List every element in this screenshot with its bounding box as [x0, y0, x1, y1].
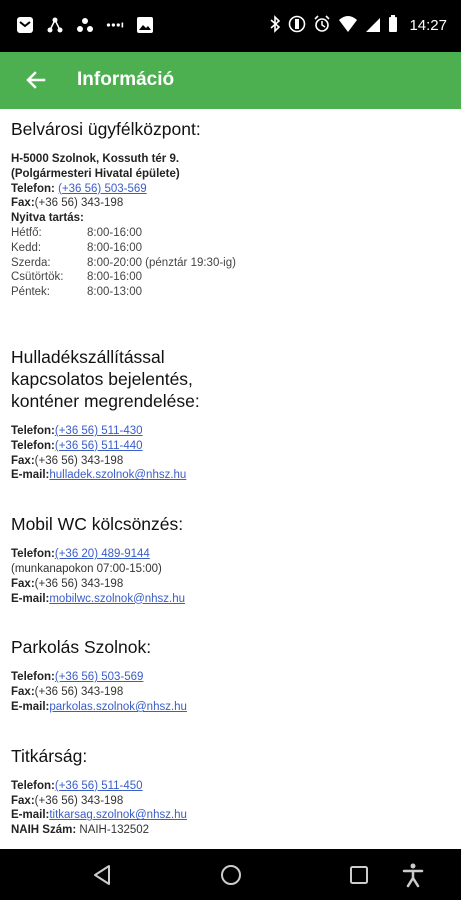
- phone-label: Telefon:: [11, 182, 55, 195]
- email-link[interactable]: parkolas.szolnok@nhsz.hu: [49, 700, 187, 713]
- section-hulladek: [11, 346, 451, 483]
- section-mobil-wc: [11, 513, 451, 606]
- fax-label: Fax:: [11, 794, 35, 807]
- email-label: E-mail:: [11, 592, 50, 605]
- signal-icon: [365, 15, 381, 36]
- fax-label: Fax:: [11, 197, 35, 210]
- phone-link[interactable]: (+36 56) 503-569: [54, 671, 144, 684]
- hours-day: Hétfő:: [11, 226, 42, 239]
- section-parkolas: [11, 636, 451, 714]
- section-title: Hulladékszállítással kapcsolatos bejelentés, konténer megrendelése:: [11, 346, 200, 411]
- phone-link[interactable]: (+36 56) 503-569: [58, 182, 147, 195]
- page-title: Információ: [77, 69, 175, 90]
- hours-day: Szerda:: [11, 256, 51, 269]
- email-label: E-mail:: [11, 700, 50, 713]
- navigation-bar: [0, 849, 461, 900]
- hours-time: 8:00-16:00: [87, 226, 142, 239]
- battery-icon: [388, 15, 398, 36]
- fax-value: (+36 56) 343-198: [34, 577, 124, 590]
- fax-label: Fax:: [11, 686, 35, 699]
- phone-label: Telefon:: [11, 548, 55, 561]
- hours-day: Csütörtök:: [11, 271, 64, 284]
- section-title: Titkárság:: [11, 745, 88, 766]
- phone-link[interactable]: (+36 56) 511-450: [54, 779, 143, 792]
- clock-time: 14:27: [409, 17, 447, 34]
- share-icon: [76, 16, 94, 34]
- network-icon: [46, 16, 64, 34]
- hours-time: 8:00-16:00: [87, 241, 142, 254]
- email-label: E-mail:: [11, 809, 50, 822]
- email-link[interactable]: mobilwc.szolnok@nhsz.hu: [49, 592, 186, 605]
- fax-value: (+36 56) 343-198: [34, 686, 124, 699]
- address-line: H-5000 Szolnok, Kossuth tér 9.: [11, 153, 180, 165]
- phone-label: Telefon:: [11, 439, 55, 452]
- hours-time: 8:00-16:00: [87, 271, 142, 284]
- address-note: (Polgármesteri Hivatal épülete): [11, 167, 180, 180]
- alarm-icon: [313, 15, 331, 36]
- section-title: Mobil WC kölcsönzés:: [11, 514, 184, 535]
- notification-icons: [16, 16, 154, 34]
- bluetooth-icon: [269, 15, 281, 36]
- section-titkarsag: [11, 745, 451, 838]
- phone-link[interactable]: (+36 56) 511-440: [54, 439, 143, 452]
- section-title: Parkolás Szolnok:: [11, 637, 152, 658]
- email-link[interactable]: hulladek.szolnok@nhsz.hu: [49, 469, 187, 482]
- image-icon: [136, 16, 154, 34]
- back-nav-icon[interactable]: [89, 861, 117, 889]
- naih-label: NAIH Szám:: [11, 824, 77, 837]
- wifi-icon: [338, 15, 358, 36]
- accessibility-icon[interactable]: [399, 861, 427, 889]
- phone-label: Telefon:: [11, 779, 55, 792]
- fax-value: (+36 56) 343-198: [34, 454, 124, 467]
- app-bar: [0, 52, 461, 109]
- back-arrow-icon[interactable]: [22, 66, 50, 94]
- phone-link[interactable]: (+36 20) 489-9144: [54, 548, 150, 561]
- phone-link[interactable]: (+36 56) 511-430: [54, 424, 143, 437]
- section-title: Belvárosi ügyfélközpont:: [11, 119, 201, 139]
- status-bar: [0, 0, 461, 52]
- dots-icon: [106, 16, 124, 34]
- hours-time: 8:00-13:00: [87, 286, 142, 299]
- fax-label: Fax:: [11, 454, 35, 467]
- phone-label: Telefon:: [11, 671, 55, 684]
- naih-value: NAIH-132502: [76, 824, 150, 837]
- phone-label: Telefon:: [11, 424, 55, 437]
- home-nav-icon[interactable]: [217, 861, 245, 889]
- mail-icon: [16, 16, 34, 34]
- fax-label: Fax:: [11, 577, 35, 590]
- email-label: E-mail:: [11, 469, 50, 482]
- hours-time: 8:00-20:00 (pénztár 19:30-ig): [87, 256, 236, 269]
- fax-value: (+36 56) 343-198: [34, 794, 124, 807]
- opening-hours-label: Nyitva tartás:: [11, 212, 84, 225]
- system-icons: [269, 15, 447, 36]
- fax-value: (+36 56) 343-198: [34, 197, 124, 210]
- info-content[interactable]: [11, 112, 451, 847]
- email-link[interactable]: titkarsag.szolnok@nhsz.hu: [49, 809, 187, 822]
- working-hours-note: (munkanapokon 07:00-15:00): [11, 562, 162, 575]
- recents-nav-icon[interactable]: [345, 861, 373, 889]
- hours-day: Kedd:: [11, 241, 42, 254]
- hours-day: Péntek:: [11, 286, 50, 299]
- vibrate-icon: [288, 15, 306, 36]
- opening-hours-table: [11, 226, 451, 300]
- section-belvarosi: [11, 118, 451, 300]
